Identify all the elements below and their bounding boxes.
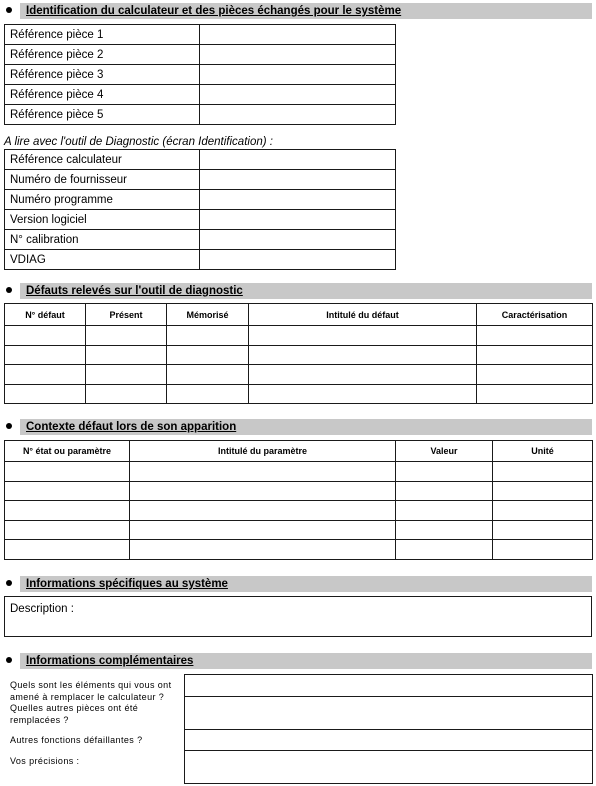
table-row [5, 230, 396, 250]
description-label: Description : [10, 603, 74, 615]
table-cell[interactable] [130, 501, 396, 521]
diagnostic-tool-note: A lire avec l'outil de Diagnostic (écran Identification) : [4, 136, 273, 148]
table-cell[interactable] [86, 384, 167, 404]
table-cell[interactable] [396, 520, 493, 540]
table-cell[interactable] [249, 345, 477, 365]
table-cell[interactable] [5, 462, 130, 482]
piece-label-4: Référence pièce 4 [5, 85, 200, 105]
table-cell[interactable] [493, 520, 593, 540]
table-cell[interactable] [86, 326, 167, 346]
section-bar [20, 576, 592, 592]
question-autres-pieces: Quelles autres pièces ont été remplacées ? [10, 703, 139, 725]
pieces-table [4, 24, 396, 125]
table-cell[interactable] [477, 345, 593, 365]
section-bar [20, 653, 592, 669]
table-cell[interactable] [130, 520, 396, 540]
table-cell[interactable] [396, 540, 493, 560]
field-label-version-logiciel: Version logiciel [5, 210, 200, 230]
answer-row [185, 697, 593, 730]
field-value-cell[interactable] [200, 230, 396, 250]
table-cell[interactable] [130, 481, 396, 501]
table-row [5, 105, 396, 125]
piece-label-3: Référence pièce 3 [5, 65, 200, 85]
contexte-table [4, 440, 593, 560]
piece-value-cell-3[interactable] [200, 65, 396, 85]
table-row [5, 210, 396, 230]
table-row [5, 481, 593, 501]
table-cell[interactable] [86, 365, 167, 385]
bullet-icon [6, 7, 12, 13]
bullet-icon [6, 287, 12, 293]
table-cell[interactable] [477, 365, 593, 385]
table-cell[interactable] [396, 462, 493, 482]
table-cell[interactable] [167, 384, 249, 404]
table-row [5, 540, 593, 560]
question-elements-remplacement: Quels sont les éléments qui vous ont amené à remplacer le calculateur ? [10, 680, 172, 702]
field-value-cell[interactable] [200, 250, 396, 270]
column-header-present: Présent [86, 304, 167, 326]
table-cell[interactable] [396, 501, 493, 521]
table-header-row [5, 441, 593, 462]
table-cell[interactable] [5, 384, 86, 404]
table-row [5, 45, 396, 65]
table-cell[interactable] [130, 540, 396, 560]
table-cell[interactable] [5, 520, 130, 540]
field-label-numero-fournisseur: Numéro de fournisseur [5, 170, 200, 190]
field-value-cell[interactable] [200, 210, 396, 230]
column-header-memorise: Mémorisé [167, 304, 249, 326]
piece-value-cell-1[interactable] [200, 25, 396, 45]
table-cell[interactable] [5, 326, 86, 346]
table-row [5, 365, 593, 385]
answer-box-autres-pieces[interactable] [185, 697, 593, 730]
column-header-caracterisation: Caractérisation [477, 304, 593, 326]
answer-row [185, 751, 593, 784]
table-cell[interactable] [5, 365, 86, 385]
answer-box-precisions[interactable] [185, 751, 593, 784]
section-title-identification: Identification du calculateur et des pièces échangés pour le système [26, 5, 402, 17]
complementaires-answer-boxes [184, 674, 593, 784]
answer-box-fonctions-defaillantes[interactable] [185, 730, 593, 751]
field-label-vdiag: VDIAG [5, 250, 200, 270]
table-row [5, 85, 396, 105]
section-title-contexte: Contexte défaut lors de son apparition [26, 421, 237, 433]
column-header-unite: Unité [493, 441, 593, 462]
table-cell[interactable] [477, 384, 593, 404]
column-header-n-etat-parametre: N° état ou paramètre [5, 441, 130, 462]
section-header-identification [0, 3, 596, 19]
section-bar [20, 3, 592, 19]
table-row [5, 501, 593, 521]
answer-row [185, 730, 593, 751]
table-cell[interactable] [493, 540, 593, 560]
table-cell[interactable] [493, 462, 593, 482]
piece-value-cell-5[interactable] [200, 105, 396, 125]
table-cell[interactable] [396, 481, 493, 501]
table-cell[interactable] [86, 345, 167, 365]
answer-box-elements-remplacement[interactable] [185, 675, 593, 697]
field-value-cell[interactable] [200, 150, 396, 170]
field-label-calibration: N° calibration [5, 230, 200, 250]
section-title-specifiques: Informations spécifiques au système [26, 578, 228, 590]
column-header-intitule-defaut: Intitulé du défaut [249, 304, 477, 326]
table-row [5, 250, 396, 270]
answer-row [185, 675, 593, 697]
table-cell[interactable] [249, 365, 477, 385]
table-row [5, 520, 593, 540]
field-label-reference-calculateur: Référence calculateur [5, 150, 200, 170]
section-header-complementaires [0, 653, 596, 669]
table-cell[interactable] [477, 326, 593, 346]
table-row [5, 326, 593, 346]
section-header-specifiques [0, 576, 596, 592]
section-header-contexte [0, 419, 596, 435]
defauts-table [4, 303, 593, 404]
table-cell[interactable] [493, 501, 593, 521]
question-precisions: Vos précisions : [10, 756, 80, 766]
table-row [5, 150, 396, 170]
table-cell[interactable] [130, 462, 396, 482]
question-fonctions-defaillantes: Autres fonctions défaillantes ? [10, 735, 143, 745]
section-bar [20, 419, 592, 435]
table-row [5, 65, 396, 85]
table-cell[interactable] [167, 345, 249, 365]
column-header-valeur: Valeur [396, 441, 493, 462]
table-row [5, 345, 593, 365]
column-header-n-defaut: N° défaut [5, 304, 86, 326]
table-row [5, 384, 593, 404]
table-row [5, 170, 396, 190]
piece-label-1: Référence pièce 1 [5, 25, 200, 45]
piece-label-5: Référence pièce 5 [5, 105, 200, 125]
field-value-cell[interactable] [200, 190, 396, 210]
table-cell[interactable] [493, 481, 593, 501]
table-row [5, 25, 396, 45]
table-header-row [5, 304, 593, 326]
table-cell[interactable] [5, 345, 86, 365]
table-row [5, 462, 593, 482]
table-cell[interactable] [5, 540, 130, 560]
section-header-defauts [0, 283, 596, 299]
section-title-defauts: Défauts relevés sur l'outil de diagnostic [26, 285, 243, 297]
table-cell[interactable] [167, 326, 249, 346]
bullet-icon [6, 580, 12, 586]
diagnostic-identification-table [4, 149, 396, 270]
description-box[interactable] [4, 596, 592, 637]
table-cell[interactable] [249, 326, 477, 346]
field-label-numero-programme: Numéro programme [5, 190, 200, 210]
table-cell[interactable] [249, 384, 477, 404]
piece-value-cell-4[interactable] [200, 85, 396, 105]
bullet-icon [6, 657, 12, 663]
field-value-cell[interactable] [200, 170, 396, 190]
column-header-intitule-parametre: Intitulé du paramètre [130, 441, 396, 462]
table-cell[interactable] [167, 365, 249, 385]
bullet-icon [6, 423, 12, 429]
piece-value-cell-2[interactable] [200, 45, 396, 65]
table-cell[interactable] [5, 501, 130, 521]
table-row [5, 190, 396, 210]
table-cell[interactable] [5, 481, 130, 501]
section-title-complementaires: Informations complémentaires [26, 655, 194, 667]
section-bar [20, 283, 592, 299]
piece-label-2: Référence pièce 2 [5, 45, 200, 65]
